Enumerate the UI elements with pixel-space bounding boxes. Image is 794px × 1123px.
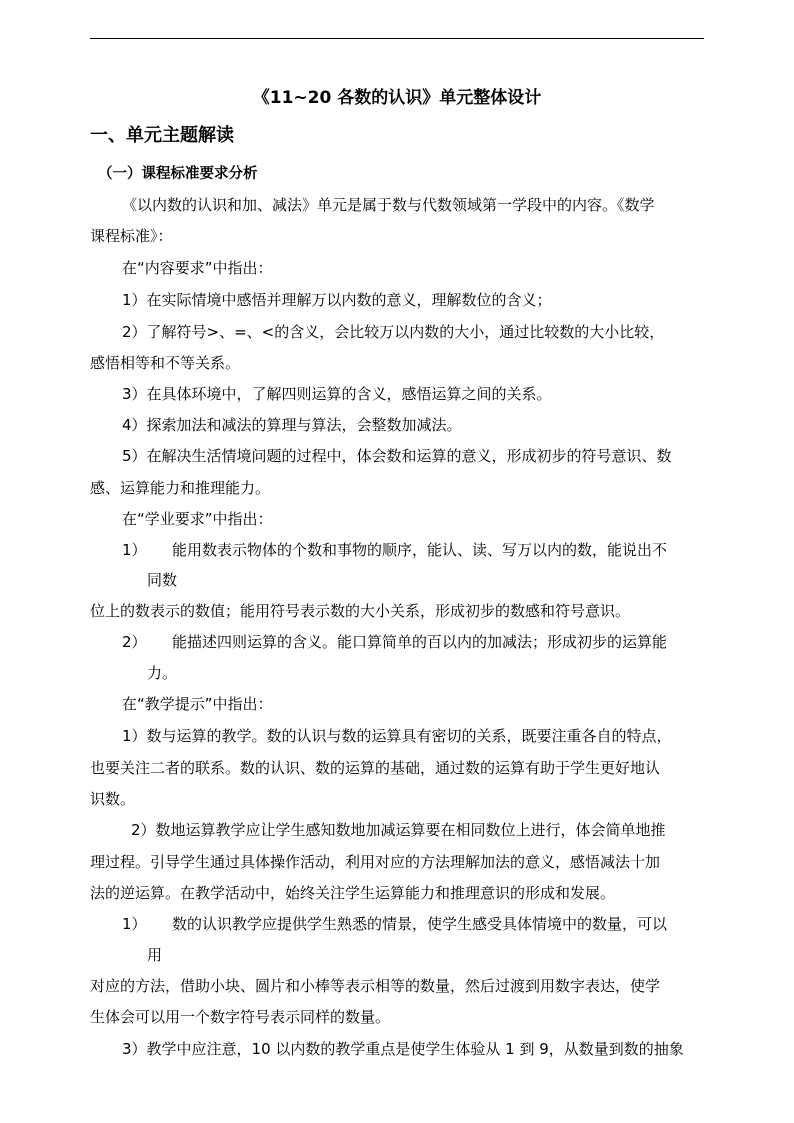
list-item-continuation: 位上的数表示的数值；能用符号表示数的大小关系，形成初步的数感和符号意识。: [90, 602, 631, 620]
list-item-continuation: 力。: [147, 664, 178, 682]
list-item-continuation: 感悟相等和不等关系。: [90, 354, 241, 372]
list-item: 4）探索加法和减法的算理与算法，会整数加减法。: [122, 416, 462, 434]
list-item-continuation: 法的逆运算。在教学活动中，始终关注学生运算能力和推理意识的形成和发展。: [90, 884, 616, 902]
section-heading: 一、单元主题解读: [90, 125, 234, 146]
list-item-text: 数的认识教学应提供学生熟悉的情景，使学生感受具体情境中的数量，可以: [172, 915, 668, 933]
list-item-text: 能描述四则运算的含义。能口算简单的百以内的加减法；形成初步的运算能: [172, 633, 668, 651]
subsection-heading: （一）课程标准要求分析: [98, 166, 258, 182]
list-item-continuation: 同数: [147, 571, 178, 589]
list-item-text: 能用数表示物体的个数和事物的顺序，能认、读、写万以内的数，能说出不: [172, 541, 668, 559]
content-requirements-heading: 在“内容要求”中指出：: [122, 259, 273, 277]
list-item-number: 2）: [122, 633, 147, 651]
list-item-continuation: 用: [147, 946, 163, 964]
paragraph-line: 课程标准》：: [90, 227, 173, 245]
list-item: 5）在解决生活情境问题的过程中，体会数和运算的意义，形成初步的符号意识、数: [122, 447, 672, 465]
document-title: 《11~20 各数的认识》单元整体设计: [252, 88, 542, 108]
list-item: 3）教学中应注意，10 以内数的教学重点是使学生体验从 1 到 9，从数量到数的抽象: [122, 1040, 684, 1058]
list-item-continuation: 理过程。引导学生通过具体操作活动，利用对应的方法理解加法的意义，感悟减法十加: [90, 853, 661, 871]
list-item: 2）了解符号>、=、<的含义，会比较万以内数的大小，通过比较数的大小比较，: [122, 323, 665, 341]
list-item-number: 1）: [122, 541, 147, 559]
list-item-continuation: 对应的方法，借助小块、圆片和小棒等表示相等的数量，然后过渡到用数字表达，使学: [90, 977, 661, 995]
paragraph-line: 《以内数的认识和加、减法》单元是属于数与代数领域第一学段中的内容。《数学: [122, 196, 655, 214]
list-item-continuation: 生体会可以用一个数字符号表示同样的数量。: [90, 1008, 391, 1026]
list-item: [122, 540, 742, 560]
list-item: [122, 914, 742, 934]
list-item: [122, 632, 742, 652]
list-item-number: 1）: [122, 915, 147, 933]
academic-requirements-heading: 在“学业要求”中指出：: [122, 510, 273, 528]
list-item-continuation: 也要关注二者的联系。数的认识、数的运算的基础，通过数的运算有助于学生更好地认: [90, 759, 661, 777]
header-rule: [90, 38, 704, 39]
list-item-continuation: 识数。: [90, 790, 136, 808]
list-item: 1）数与运算的教学。数的认识与数的运算具有密切的关系，既要注重各自的特点，: [122, 727, 672, 745]
list-item: 3）在具体环境中，了解四则运算的含义，感悟运算之间的关系。: [122, 385, 552, 403]
list-item: 1）在实际情境中感悟并理解万以内数的意义，理解数位的含义；: [122, 291, 552, 309]
list-item: 2）数地运算教学应让学生感知数地加减运算要在相同数位上进行，体会简单地推: [131, 821, 666, 839]
list-item-continuation: 感、运算能力和推理能力。: [90, 479, 271, 497]
teaching-tips-heading: 在“教学提示”中指出：: [122, 695, 273, 713]
